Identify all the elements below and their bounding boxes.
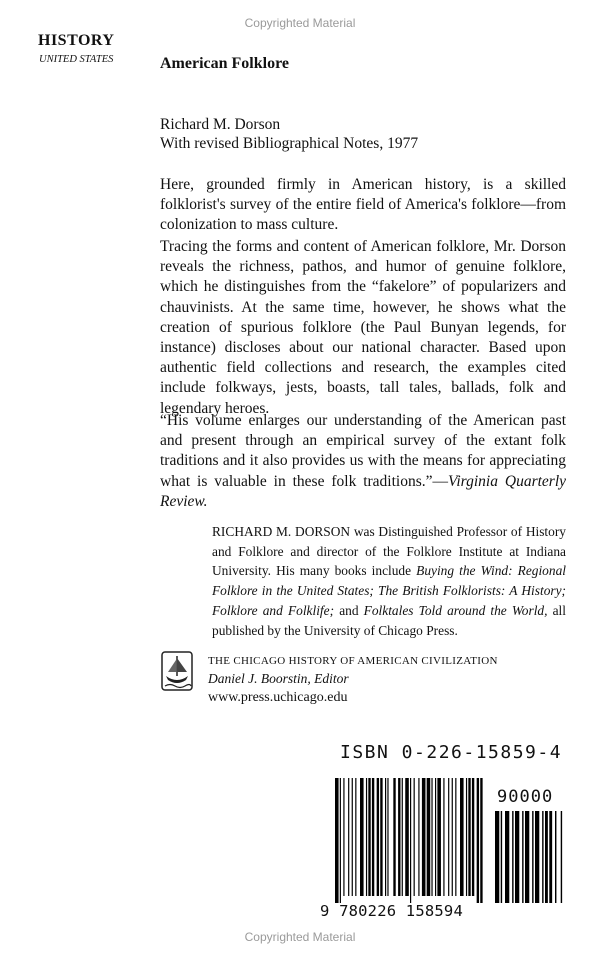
barcode-bar xyxy=(437,778,441,896)
review-quote-text: “His volume enlarges our understanding of the American past and present through an empirical survey of the extant folk traditions and it also provides us with the means for appreciating what is valuable in these folk traditions.”— xyxy=(160,412,566,490)
barcode-bar xyxy=(340,778,341,903)
barcode-bar xyxy=(505,811,509,903)
barcode-bar xyxy=(448,778,449,896)
barcode-bar xyxy=(343,778,344,896)
barcode-bar xyxy=(525,811,529,903)
bio-tail: all published by the University of Chicago Press. xyxy=(212,602,566,638)
description-paragraph-2: Tracing the forms and content of American folklore, Mr. Dorson reveals the richness, pathos, and humor of genuine folklore, which he distinguishes from the “fakelore” of popularizers and chauvinists. At the same time, however, he shows what the creation of spurious folklore (the Paul Bunyan legends, for instance) discloses about our national character. Based upon authentic field collections and research, the examples cited include folkways, jests, boasts, tall tales, ballads, folk and legendary heroes. xyxy=(160,238,566,417)
subcategory-label: UNITED STATES xyxy=(39,54,114,65)
barcode-bar xyxy=(532,811,533,903)
barcode-bar xyxy=(402,778,403,896)
barcode-bar xyxy=(495,811,499,903)
author-name: Richard M. Dorson xyxy=(160,116,281,133)
barcode-bar xyxy=(398,778,400,896)
barcode-bar xyxy=(561,811,562,903)
bio-and: and xyxy=(334,602,364,618)
bio-lead: RICHARD M. DORSON was Distinguished Professor of History and Folklore and director of the Folklore Institute at Indiana University. His many books include xyxy=(212,524,566,579)
barcode-bar xyxy=(372,778,374,896)
barcode-bar xyxy=(435,778,436,896)
barcode-bar xyxy=(466,778,467,896)
barcode-bar xyxy=(422,778,426,896)
barcode-bar xyxy=(472,778,474,896)
ean-digits: 9 780226 158594 xyxy=(320,902,463,920)
series-editor: Daniel J. Boorstin, Editor xyxy=(208,671,349,686)
barcode-bar xyxy=(477,778,479,903)
barcode-bar xyxy=(366,778,367,896)
barcode-bar xyxy=(368,778,370,896)
copyright-watermark-top: Copyrighted Material xyxy=(244,16,356,30)
barcode-bar xyxy=(405,778,409,896)
barcode-bar xyxy=(380,778,382,896)
barcode-bar xyxy=(452,778,453,896)
barcode-bar xyxy=(515,811,519,903)
series-name: THE CHICAGO HISTORY OF AMERICAN CIVILIZATION xyxy=(208,655,498,667)
barcode-bar xyxy=(443,778,444,896)
copyright-watermark-bottom: Copyrighted Material xyxy=(244,930,356,944)
publisher-website: www.press.uchicago.edu xyxy=(208,690,348,705)
ship-emblem-icon xyxy=(160,650,194,692)
barcode-bar xyxy=(414,778,415,896)
barcode-bar xyxy=(522,811,523,903)
barcode-bar xyxy=(377,778,379,896)
barcode-bar xyxy=(410,778,411,903)
barcode-bar xyxy=(480,778,482,903)
barcode-bar xyxy=(335,778,339,903)
barcode-bar xyxy=(555,811,556,903)
barcode-bar xyxy=(431,778,432,896)
ean-barcode xyxy=(335,778,485,903)
barcode-bar xyxy=(352,778,353,896)
barcode-bar xyxy=(545,811,548,903)
barcode-bar xyxy=(348,778,349,896)
bio-books-2: Folktales Told around the World, xyxy=(363,602,548,618)
barcode-bar xyxy=(512,811,513,903)
barcode-bar xyxy=(385,778,386,896)
barcode-bar xyxy=(535,811,539,903)
barcode-bar xyxy=(455,778,456,896)
barcode-bar xyxy=(418,778,419,896)
book-title: American Folklore xyxy=(160,55,290,72)
description-paragraph-1: Here, grounded firmly in American history, is a skilled folklorist's survey of the entire field of America's folklore—from colonization to mass culture. xyxy=(160,176,566,234)
category-label: HISTORY xyxy=(38,32,115,49)
barcode-bar xyxy=(460,778,464,896)
isbn-number: ISBN 0-226-15859-4 xyxy=(340,742,563,763)
review-quote xyxy=(160,411,566,512)
price-addon-barcode xyxy=(495,811,565,903)
barcode-bar xyxy=(468,778,470,896)
barcode-bar xyxy=(393,778,395,896)
bio-books-1: Buying the Wind: Regional Folklore in the United States; The British Folklorists: A History; Folklore and Folklife; xyxy=(212,563,566,618)
author-bio xyxy=(212,522,566,640)
barcode-bar xyxy=(360,778,364,896)
review-source: Virginia Quarterly Review. xyxy=(160,472,566,510)
barcode-bar xyxy=(501,811,502,903)
barcode-bar xyxy=(427,778,431,896)
price-addon-digits: 90000 xyxy=(497,787,554,807)
barcode-bar xyxy=(355,778,356,896)
barcode-bar xyxy=(542,811,543,903)
barcode-bar xyxy=(549,811,552,903)
edition-note: With revised Bibliographical Notes, 1977 xyxy=(160,135,419,152)
barcode-bar xyxy=(387,778,388,896)
